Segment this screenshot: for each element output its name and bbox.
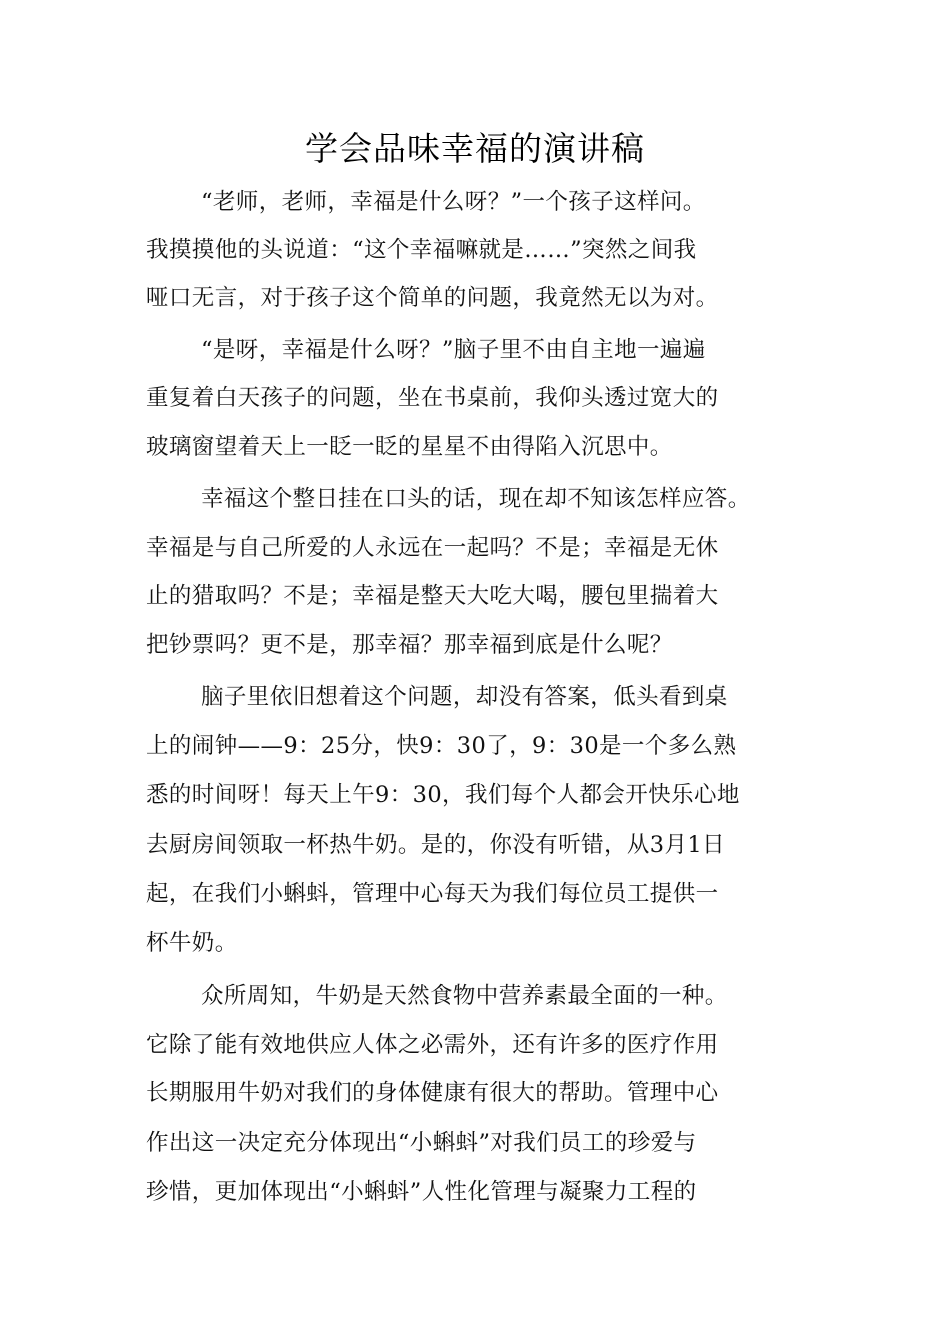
text-line: 去厨房间领取一杯热牛奶。是的，你没有听错，从3月1日: [146, 832, 726, 858]
text-line: 哑口无言，对于孩子这个简单的问题，我竟然无以为对。: [146, 285, 719, 311]
text-line: 众所周知，牛奶是天然食物中营养素最全面的一种。: [201, 983, 728, 1009]
text-line: 止的猎取吗？不是；幸福是整天大吃大喝，腰包里揣着大: [146, 583, 719, 609]
text-line: 幸福这个整日挂在口头的话，现在却不知该怎样应答。: [201, 486, 751, 512]
text-line: 我摸摸他的头说道：“这个幸福嘛就是……”突然之间我: [146, 237, 697, 263]
text-line: 玻璃窗望着天上一眨一眨的星星不由得陷入沉思中。: [146, 434, 673, 460]
text-line: 重复着白天孩子的问题，坐在书桌前，我仰头透过宽大的: [146, 385, 719, 411]
document-title: 学会品味幸福的演讲稿: [305, 129, 645, 168]
text-line: 悉的时间呀！每天上午9：30，我们每个人都会开快乐心地: [146, 782, 740, 808]
text-line: 杯牛奶。: [146, 930, 238, 956]
text-line: 作出这一决定充分体现出“小蝌蚪”对我们员工的珍爱与: [146, 1130, 697, 1156]
text-line: 珍惜，更加体现出“小蝌蚪”人性化管理与凝聚力工程的: [146, 1179, 697, 1205]
text-line: 把钞票吗？更不是，那幸福？那幸福到底是什么呢？: [146, 632, 673, 658]
text-line: 长期服用牛奶对我们的身体健康有很大的帮助。管理中心: [146, 1080, 719, 1106]
text-line: 上的闹钟——9：25分，快9：30了，9：30是一个多么熟: [146, 733, 737, 759]
text-line: “是呀，幸福是什么呀？”脑子里不由自主地一遍遍: [201, 337, 706, 363]
text-line: 它除了能有效地供应人体之必需外，还有许多的医疗作用: [146, 1032, 719, 1058]
text-line: “老师，老师，幸福是什么呀？”一个孩子这样问。: [201, 189, 706, 215]
text-line: 幸福是与自己所爱的人永远在一起吗？不是；幸福是无休: [146, 535, 719, 561]
text-line: 脑子里依旧想着这个问题，却没有答案，低头看到桌: [201, 684, 728, 710]
text-line: 起，在我们小蝌蚪，管理中心每天为我们每位员工提供一: [146, 881, 719, 907]
